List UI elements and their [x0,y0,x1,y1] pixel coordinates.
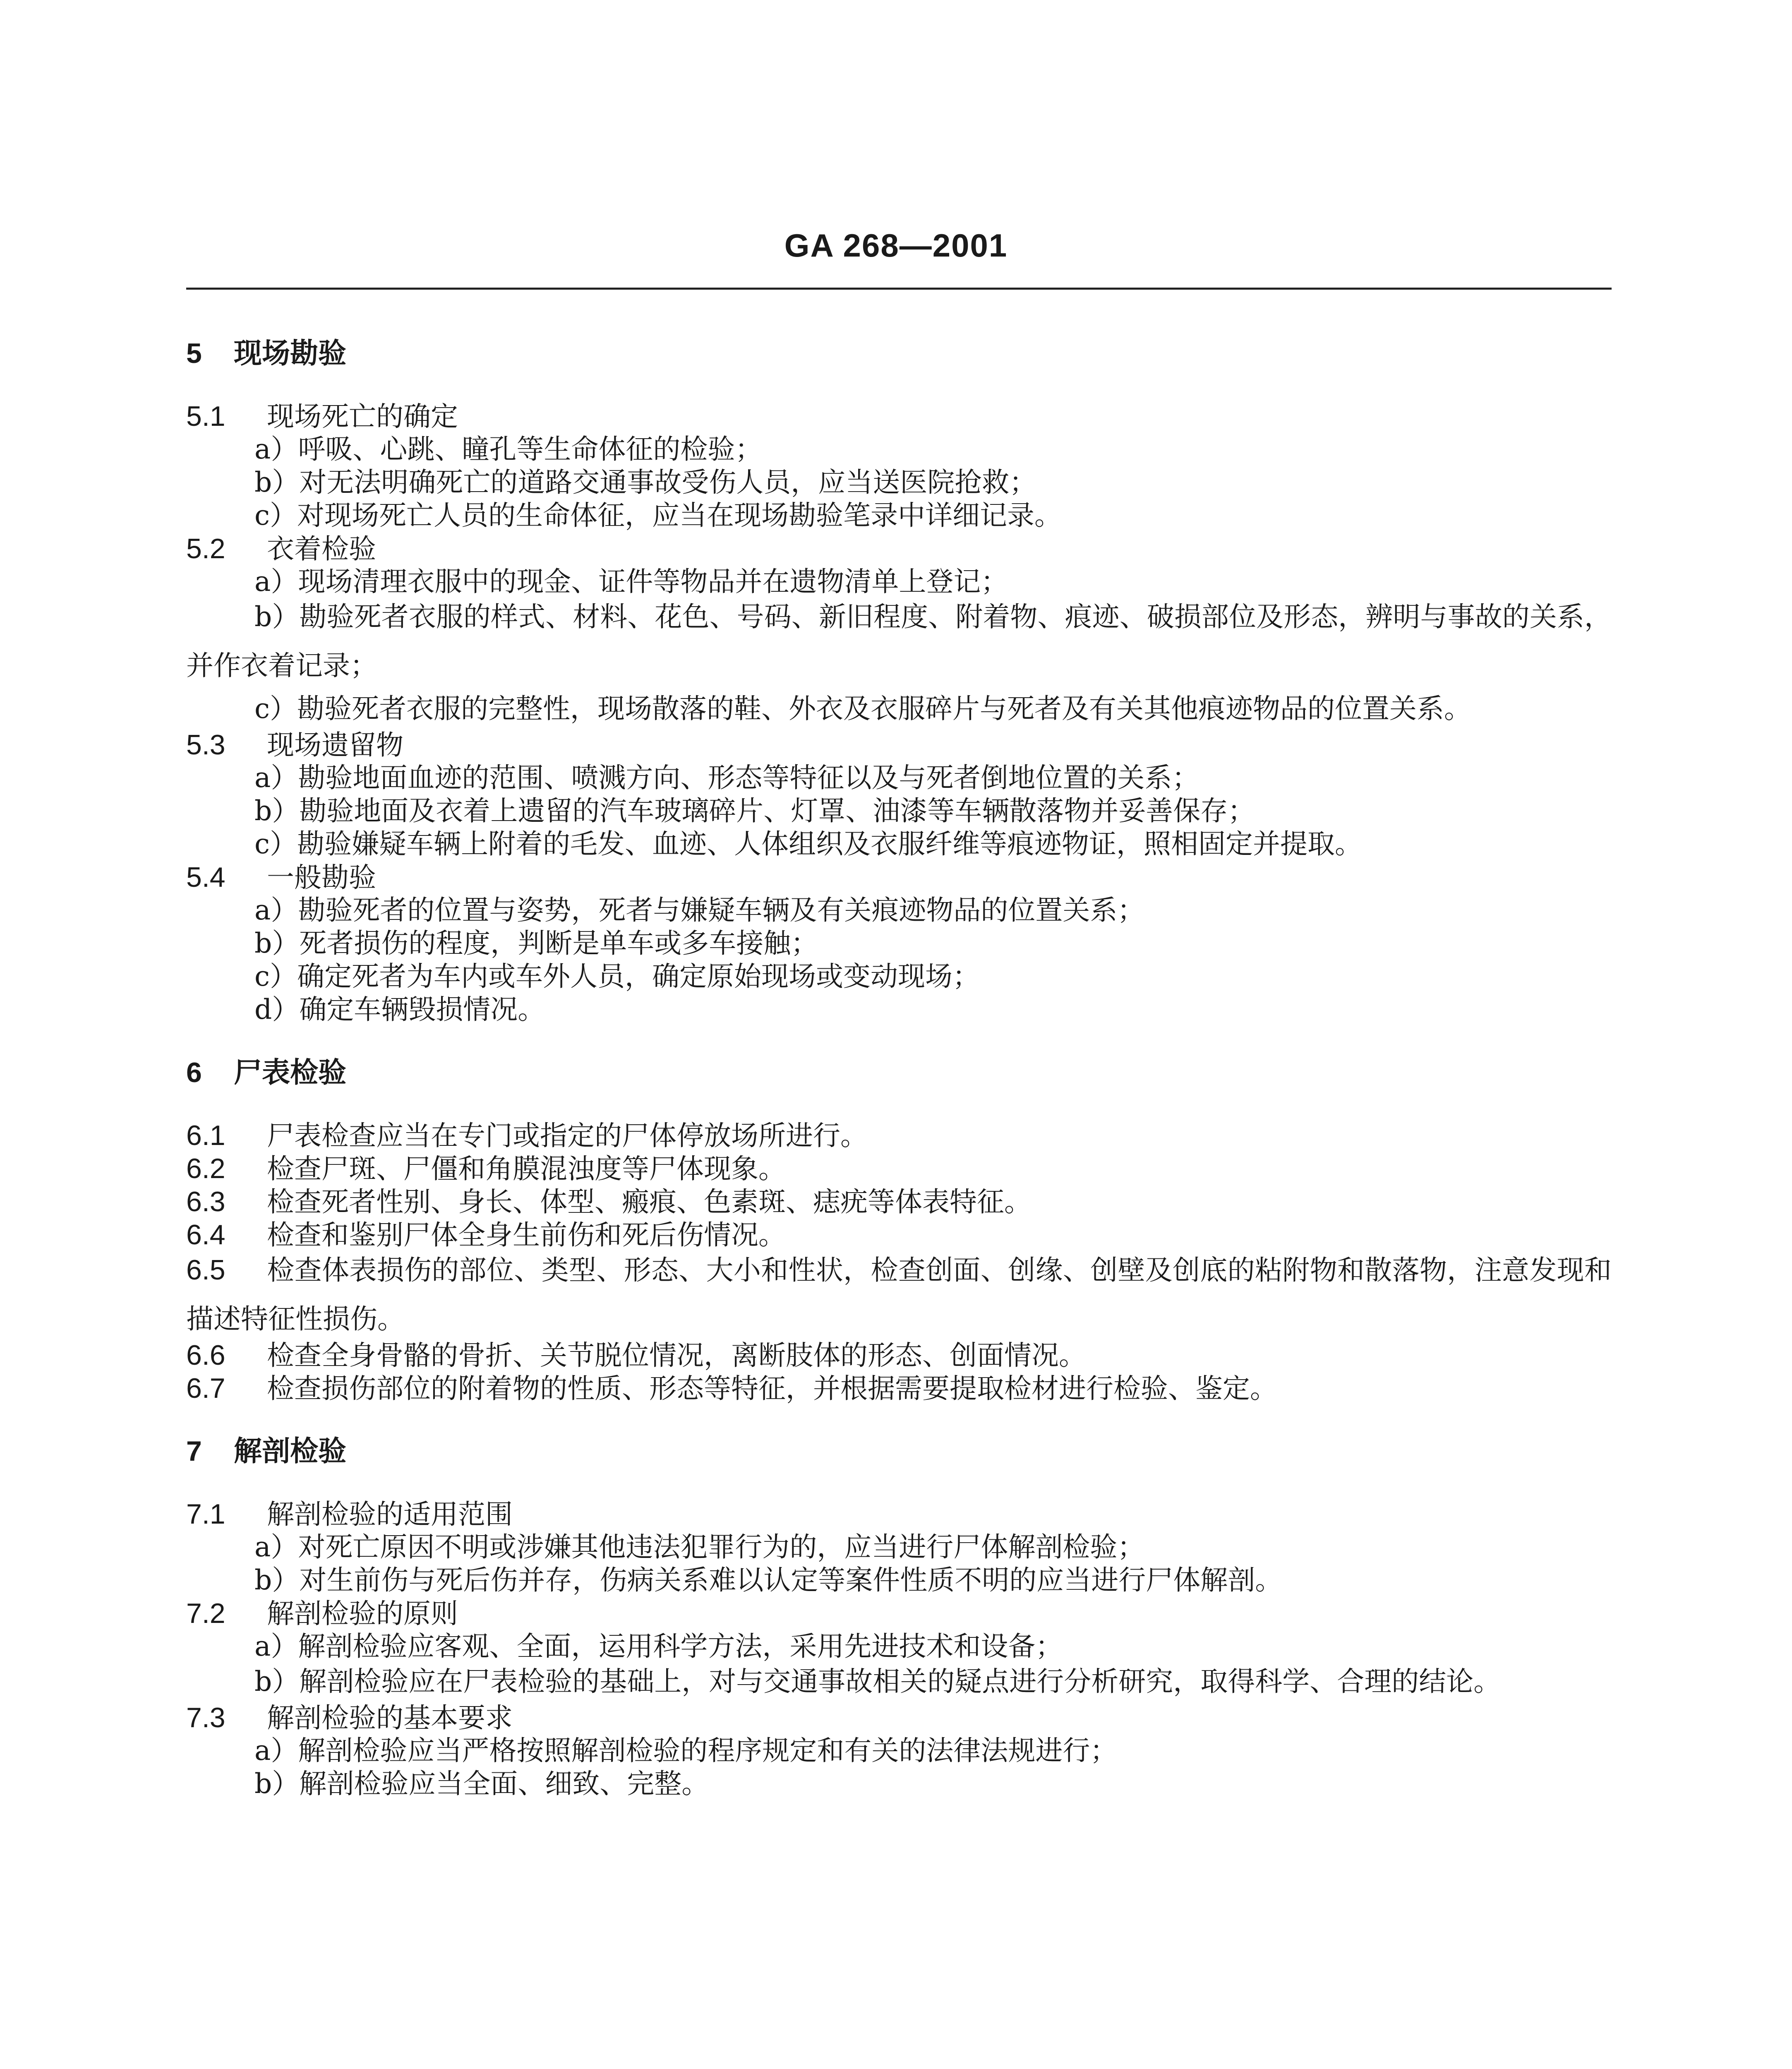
document-body [186,336,1612,1800]
list-item: a）解剖检验应当严格按照解剖检验的程序规定和有关的法律法规进行； [254,1735,1118,1767]
list-item: a）解剖检验应客观、全面，运用科学方法，采用先进技术和设备； [254,1630,1063,1662]
clause: 6.1 尸表检查应当在专门或指定的尸体停放场所进行。 [186,1120,868,1152]
list-item: b）解剖检验应当全面、细致、完整。 [254,1768,709,1800]
clause: 6.5 检查体表损伤的部位、类型、形态、大小和性状，检查创面、创缘、创壁及创底的粘附物和散落物，注意发现和描述特征性损伤。 [186,1254,1612,1335]
section-heading: 7 解剖检验 [186,1435,347,1468]
subsection-heading: 5.1 现场死亡的确定 [186,401,458,432]
list-item: c）确定死者为车内或车外人员，确定原始现场或变动现场； [254,960,980,992]
list-item: a）现场清理衣服中的现金、证件等物品并在遗物清单上登记； [254,566,1008,598]
list-item: a）勘验死者的位置与姿势，死者与嫌疑车辆及有关痕迹物品的位置关系； [254,894,1145,926]
list-item: c）勘验死者衣服的完整性，现场散落的鞋、外衣及衣服碎片与死者及有关其他痕迹物品的位置关系。 [254,693,1471,725]
list-item: c）勘验嫌疑车辆上附着的毛发、血迹、人体组织及衣服纤维等痕迹物证，照相固定并提取。 [254,828,1362,860]
subsection-heading: 5.2 衣着检验 [186,533,376,565]
subsection-heading: 5.3 现场遗留物 [186,729,403,761]
subsection-heading: 5.4 一般勘验 [186,862,376,893]
list-item: b）勘验死者衣服的样式、材料、花色、号码、新旧程度、附着物、痕迹、破损部位及形态，辨明与事故的关系，并作衣着记录； [186,601,1612,682]
clause: 6.2 检查尸斑、尸僵和角膜混浊度等尸体现象。 [186,1153,786,1185]
list-item: b）死者损伤的程度，判断是单车或多车接触； [254,927,818,959]
section-heading: 5 现场勘验 [186,337,347,370]
list-item: c）对现场死亡人员的生命体征，应当在现场勘验笔录中详细记录。 [254,499,1062,531]
subsection-heading: 7.2 解剖检验的原则 [186,1598,458,1630]
list-item: b）对无法明确死亡的道路交通事故受伤人员，应当送医院抢救； [254,466,1037,498]
clause: 6.6 检查全身骨骼的骨折、关节脱位情况，离断肢体的形态、创面情况。 [186,1339,1086,1371]
clause: 6.7 检查损伤部位的附着物的性质、形态等特征，并根据需要提取检材进行检验、鉴定。 [186,1373,1277,1404]
list-item: b）勘验地面及衣着上遗留的汽车玻璃碎片、灯罩、油漆等车辆散落物并妥善保存； [254,795,1255,827]
list-item: a）勘验地面血迹的范围、喷溅方向、形态等特征以及与死者倒地位置的关系； [254,762,1199,794]
subsection-heading: 7.1 解剖检验的适用范围 [186,1498,513,1530]
list-item: a）呼吸、心跳、瞳孔等生命体征的检验； [254,433,763,465]
clause: 6.4 检查和鉴别尸体全身生前伤和死后伤情况。 [186,1219,786,1251]
list-item: b）对生前伤与死后伤并存，伤病关系难以认定等案件性质不明的应当进行尸体解剖。 [254,1564,1283,1596]
standard-code-header: GA 268—2001 [784,227,1008,264]
subsection-heading: 7.3 解剖检验的基本要求 [186,1702,513,1734]
list-item: a）对死亡原因不明或涉嫌其他违法犯罪行为的，应当进行尸体解剖检验； [254,1531,1145,1563]
header-rule [186,288,1612,290]
clause: 6.3 检查死者性别、身长、体型、瘢痕、色素斑、痣疣等体表特征。 [186,1186,1032,1218]
list-item: b）解剖检验应在尸表检验的基础上，对与交通事故相关的疑点进行分析研究，取得科学、合理的结论。 [254,1666,1501,1697]
section-heading: 6 尸表检验 [186,1056,347,1089]
list-item: d）确定车辆毁损情况。 [254,994,545,1025]
